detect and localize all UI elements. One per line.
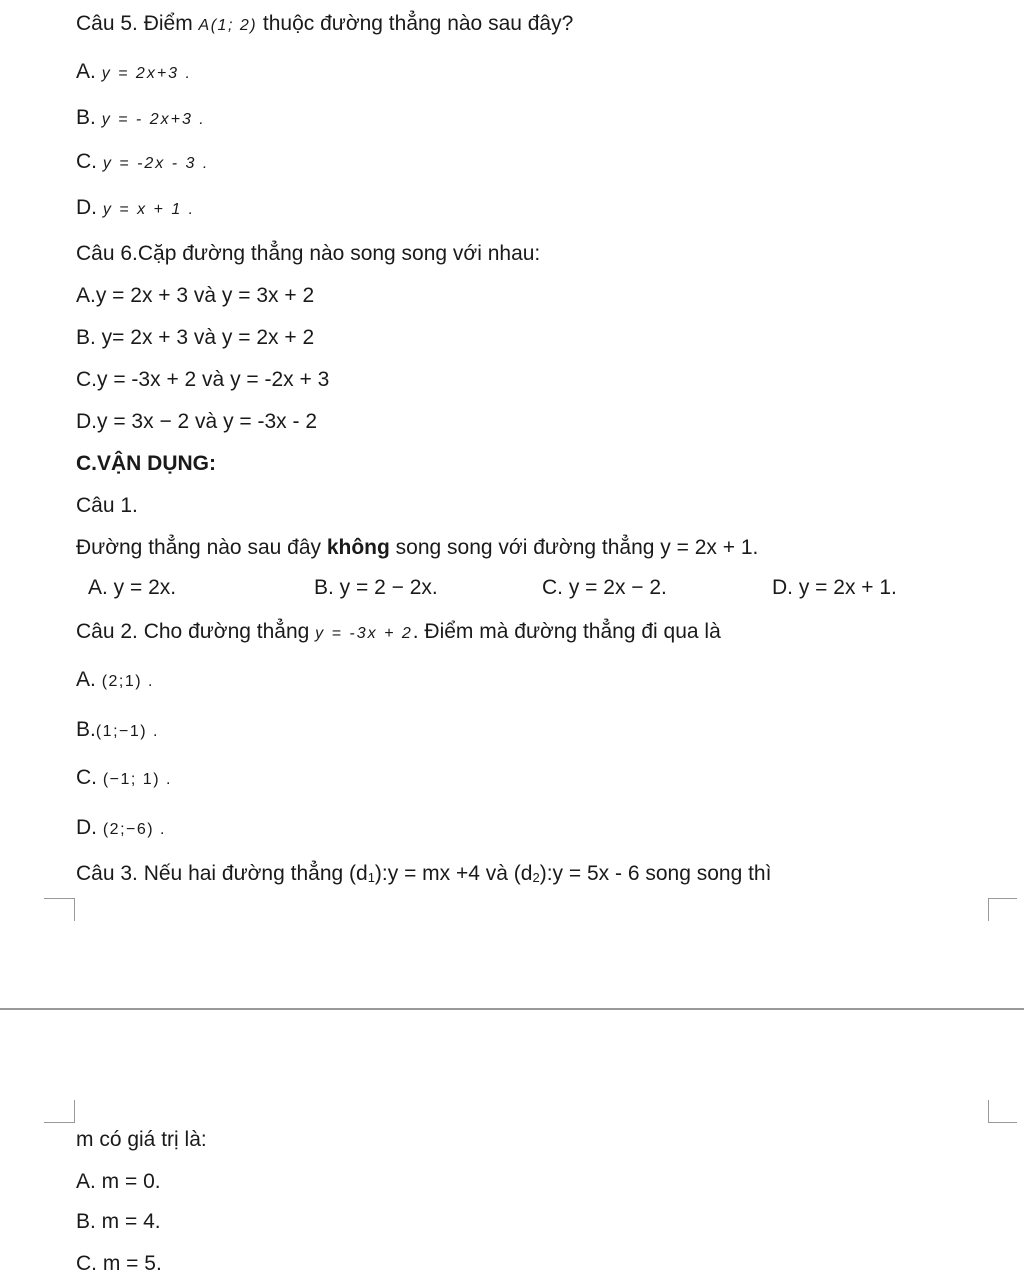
q5-option-d: D. y = x + 1 .: [76, 196, 196, 219]
q5-option-c: C. y = -2x - 3 .: [76, 150, 210, 173]
c2-option-b: B.(1;−1) .: [76, 718, 159, 741]
c1-prompt: Đường thẳng nào sau đây không song song với đường thẳng y = 2x + 1.: [76, 536, 759, 559]
c2-title: Câu 2. Cho đường thẳng y = -3x + 2. Điểm mà đường thẳng đi qua là: [76, 620, 721, 643]
q6-option-c: C.y = -3x + 2 và y = -2x + 3: [76, 368, 330, 391]
c1-prompt-emphasis: không: [326, 536, 390, 559]
c1-option-c: C. y = 2x − 2.: [542, 576, 667, 599]
c3-title: Câu 3. Nếu hai đường thẳng (d1):y = mx +4 và (d2):y = 5x - 6 song song thì: [76, 862, 772, 885]
c3-option-a: A. m = 0.: [76, 1170, 161, 1193]
c1-options-row: [0, 574, 1024, 604]
q6-option-b: B. y= 2x + 3 và y = 2x + 2: [76, 326, 315, 349]
c1-label: Câu 1.: [76, 494, 138, 517]
q5-point: A(1; 2): [198, 17, 258, 34]
c2-option-c: C. (−1; 1) .: [76, 766, 172, 789]
q6-option-a: A.y = 2x + 3 và y = 3x + 2: [76, 284, 315, 307]
page-corner-mark: [988, 898, 1017, 921]
q6-title: Câu 6.Cặp đường thẳng nào song song với nhau:: [76, 242, 541, 265]
page-corner-mark: [988, 1100, 1017, 1123]
c1-option-a: A. y = 2x.: [88, 576, 177, 599]
c2-option-a: A. (2;1) .: [76, 668, 154, 691]
page-corner-mark: [44, 898, 75, 921]
section-heading: C.VẬN DỤNG:: [76, 452, 216, 475]
page-break-divider: [0, 1008, 1024, 1010]
c3-continuation: m có giá trị là:: [76, 1128, 207, 1151]
q5-title: Câu 5. Điểm A(1; 2) thuộc đường thẳng nào sau đây?: [76, 12, 574, 35]
page-corner-mark: [44, 1100, 75, 1123]
q6-option-d: D.y = 3x − 2 và y = -3x - 2: [76, 410, 318, 433]
c1-option-d: D. y = 2x + 1.: [772, 576, 897, 599]
q5-option-a: A. y = 2x+3 .: [76, 60, 192, 83]
c2-option-d: D. (2;−6) .: [76, 816, 166, 839]
c3-option-b: B. m = 4.: [76, 1210, 161, 1233]
c3-option-c: C. m = 5.: [76, 1252, 162, 1275]
c2-line-equation: y = -3x + 2: [315, 625, 413, 642]
q5-option-b: B. y = - 2x+3 .: [76, 106, 206, 129]
c1-option-b: B. y = 2 − 2x.: [314, 576, 438, 599]
